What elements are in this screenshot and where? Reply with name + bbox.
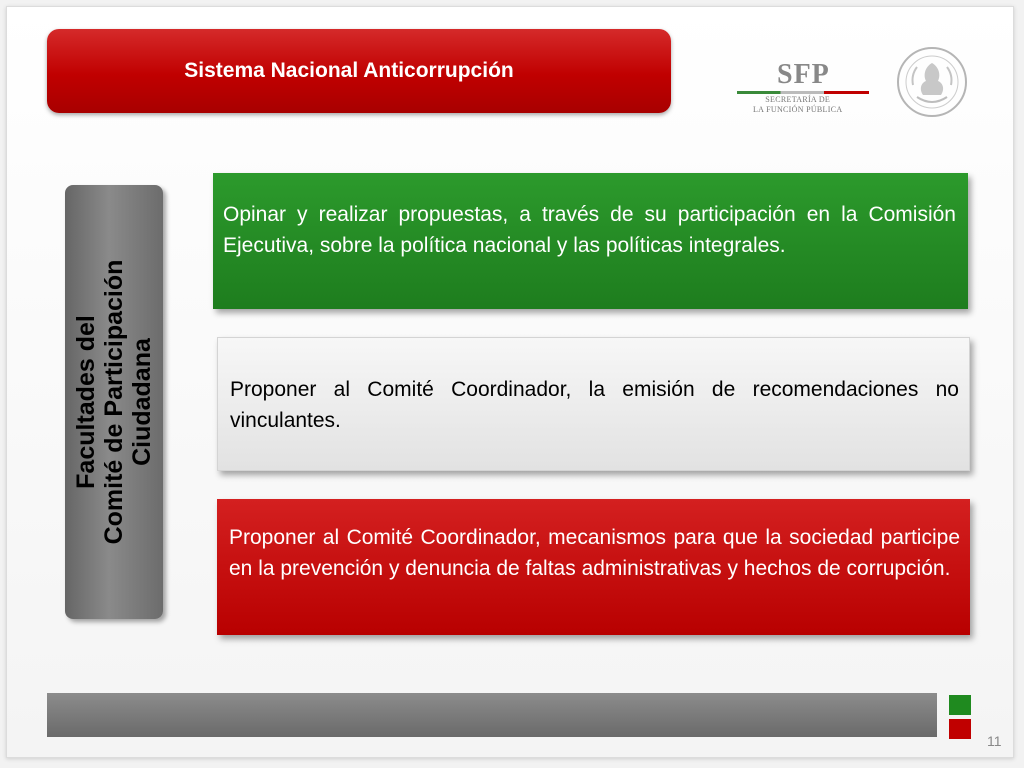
sfp-logo-subtitle-line2: LA FUNCIÓN PÚBLICA: [753, 105, 843, 114]
page-number: 11: [987, 733, 1002, 749]
sfp-logo-subtitle-line1: SECRETARÍA DE: [765, 95, 831, 104]
faculty-box-red: Proponer al Comité Coordinador, mecanismos para que la sociedad participe en la prevención y denuncia de faltas administrativas y hechos de corrupción.: [217, 499, 970, 635]
sfp-logo: [737, 55, 877, 117]
slide: [6, 6, 1014, 758]
slide-title: Sistema Nacional Anticorrupción: [184, 59, 514, 82]
side-label-line1: Facultades del: [72, 315, 100, 489]
side-label-line2: Comité de Participación: [100, 259, 128, 545]
sfp-logo-tricolor-line: [737, 91, 869, 94]
footer-bar: [47, 693, 937, 737]
footer-green-square: [949, 695, 971, 715]
side-label-line3: Ciudadana: [128, 338, 156, 466]
sfp-logo-name: SFP: [777, 59, 830, 90]
footer-red-square: [949, 719, 971, 739]
faculty-box-white: Proponer al Comité Coordinador, la emisión de recomendaciones no vinculantes.: [217, 337, 970, 471]
mexico-coat-of-arms-seal-icon: [895, 45, 969, 119]
title-banner: [47, 29, 671, 113]
side-label-text: [72, 192, 156, 612]
faculty-box-green: Opinar y realizar propuestas, a través de su participación en la Comisión Ejecutiva, sobre la política nacional y las políticas integrales.: [213, 173, 968, 309]
sfp-logo-subtitle: [753, 95, 842, 115]
side-label-facultades: [65, 185, 163, 619]
